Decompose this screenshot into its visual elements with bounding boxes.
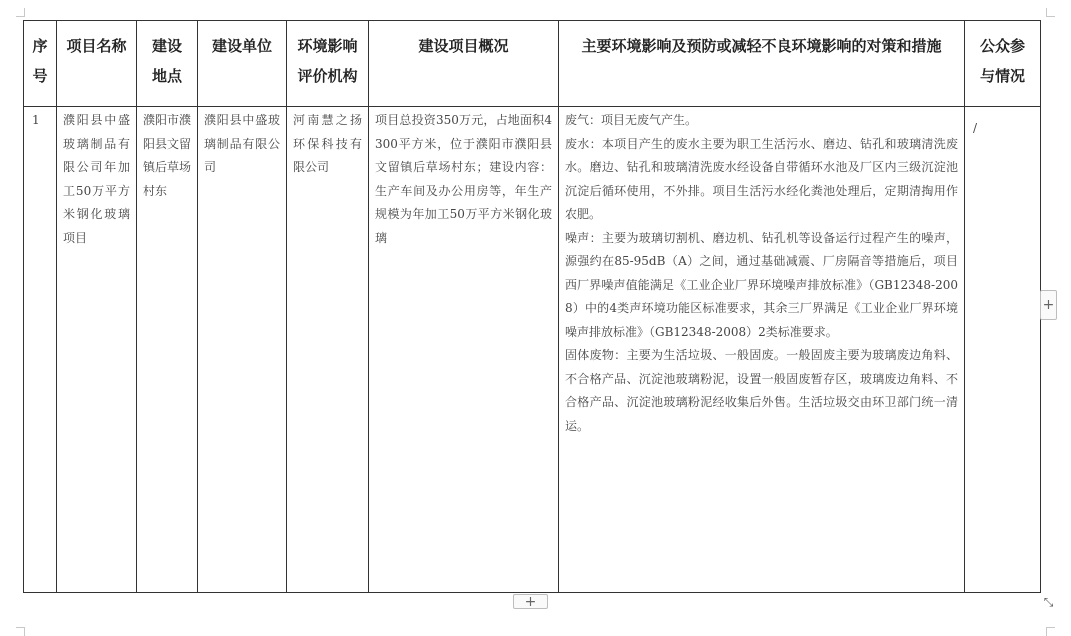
cell-overview-text: 项目总投资350万元，占地面积4300平方米，位于濮阳市濮阳县文留镇后草场村东；建设内容：生产车间及办公用房等，年生产规模为年加工50万平方米钢化玻璃 bbox=[375, 113, 552, 245]
measure-noise: 噪声：主要为玻璃切割机、磨边机、钻孔机等设备运行过程产生的噪声，源强约在85-95dB（A）之间，通过基础减震、厂房隔音等措施后，项目西厂界噪声值能满足《工业企业厂界环境噪声排放标准》（GB12348-2008）中的4类声环境功能区标准要求，其余三厂界满足《工业企业厂界环境噪声排放标准》（GB12348-2008）2类标准要求。 bbox=[565, 230, 958, 339]
table-resize-icon[interactable]: ⤡ bbox=[1043, 595, 1054, 609]
header-overview[interactable]: 建设项目概况 bbox=[369, 21, 559, 107]
cell-location[interactable] bbox=[137, 107, 198, 593]
cell-seq[interactable] bbox=[24, 107, 57, 593]
measure-gas: 废气：项目无废气产生。 bbox=[565, 113, 698, 127]
page-corner-mark bbox=[1046, 8, 1055, 17]
cell-overview[interactable] bbox=[369, 107, 559, 593]
header-eia-org[interactable]: 环境影响评价机构 bbox=[287, 21, 369, 107]
page-corner-mark bbox=[16, 8, 25, 17]
cell-builder-text: 濮阳县中盛玻璃制品有限公司 bbox=[204, 113, 280, 174]
header-seq[interactable]: 序号 bbox=[24, 21, 57, 107]
cell-measures-text bbox=[559, 107, 964, 438]
header-project-name[interactable]: 项目名称 bbox=[57, 21, 137, 107]
header-public[interactable]: 公众参与情况 bbox=[965, 21, 1041, 107]
cell-measures[interactable] bbox=[559, 107, 965, 593]
cell-eia-org-text: 河南慧之扬环保科技有限公司 bbox=[293, 113, 362, 174]
cell-public-text: / bbox=[973, 121, 978, 135]
add-row-button[interactable]: + bbox=[513, 594, 548, 609]
cell-public[interactable] bbox=[965, 107, 1041, 593]
cell-project-name-text: 濮阳县中盛玻璃制品有限公司年加工50万平方米钢化玻璃项目 bbox=[63, 113, 130, 245]
header-builder[interactable]: 建设单位 bbox=[198, 21, 287, 107]
measure-water: 废水：本项目产生的废水主要为职工生活污水、磨边、钻孔和玻璃清洗废水。磨边、钻孔和玻璃清洗废水经设备自带循环水池及厂区内三级沉淀池沉淀后循环使用，不外排。项目生活污水经化粪池处理后，定期清掏用作农肥。 bbox=[565, 136, 958, 221]
table-header-row bbox=[24, 21, 1041, 107]
cell-builder[interactable] bbox=[198, 107, 287, 593]
cell-eia-org[interactable] bbox=[287, 107, 369, 593]
project-table bbox=[23, 20, 1041, 593]
table-row bbox=[24, 107, 1041, 593]
measure-solid: 固体废物：主要为生活垃圾、一般固废。一般固废主要为玻璃废边角料、不合格产品、沉淀池玻璃粉泥，设置一般固废暂存区，玻璃废边角料、不合格产品、沉淀池玻璃粉泥经收集后外售。生活垃圾交由环卫部门统一清运。 bbox=[565, 348, 958, 433]
page-corner-mark bbox=[16, 627, 25, 636]
cell-seq-text: 1 bbox=[32, 113, 40, 127]
page-corner-mark bbox=[1046, 627, 1055, 636]
cell-location-text: 濮阳市濮阳县文留镇后草场村东 bbox=[143, 113, 192, 198]
add-column-button[interactable]: + bbox=[1040, 290, 1057, 320]
cell-project-name[interactable] bbox=[57, 107, 137, 593]
header-measures[interactable]: 主要环境影响及预防或减轻不良环境影响的对策和措施 bbox=[559, 21, 965, 107]
header-location[interactable]: 建设地点 bbox=[137, 21, 198, 107]
